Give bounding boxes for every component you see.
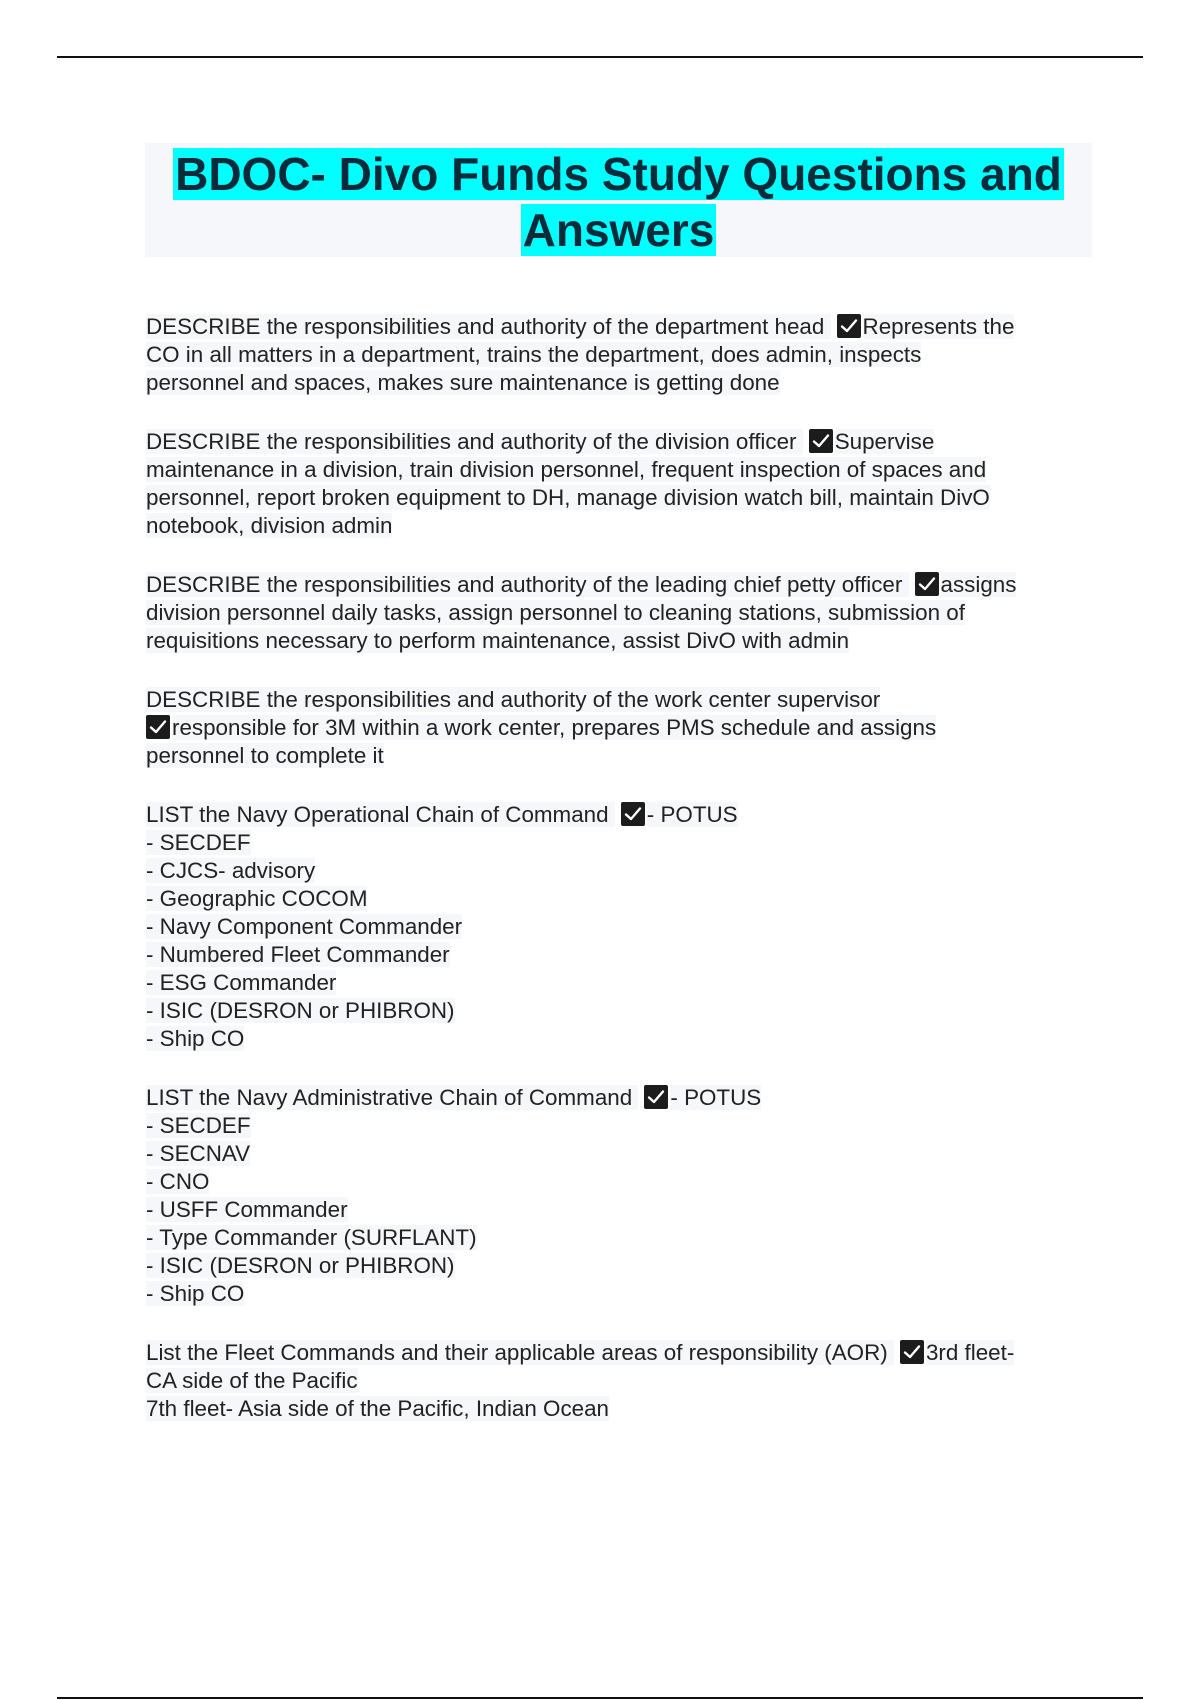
qa-line xyxy=(146,512,1086,540)
answer-text: assigns xyxy=(940,572,1017,597)
title-line-1: BDOC- Divo Funds Study Questions and xyxy=(175,148,1062,200)
answer-text: responsible for 3M within a work center, prepares PMS schedule and assigns xyxy=(172,715,937,740)
answer-text: 7th fleet- Asia side of the Pacific, Indian Ocean xyxy=(146,1396,610,1421)
answer-text: - ISIC (DESRON or PHIBRON) xyxy=(146,998,455,1023)
answer-text: maintenance in a division, train division personnel, frequent inspection of spaces and xyxy=(146,457,987,482)
answer-text: - SECDEF xyxy=(146,1113,251,1138)
qa-line xyxy=(146,1224,1086,1252)
qa-line xyxy=(146,969,1086,997)
question-text: DESCRIBE the responsibilities and authority of the division officer xyxy=(146,429,803,454)
answer-text: 3rd fleet- xyxy=(925,1340,1015,1365)
answer-text: - POTUS xyxy=(646,802,738,827)
qa-line xyxy=(146,1196,1086,1224)
answer-text: personnel and spaces, makes sure maintenance is getting done xyxy=(146,370,780,395)
answer-text: - CNO xyxy=(146,1169,210,1194)
answer-text: - Ship CO xyxy=(146,1281,245,1306)
bottom-rule xyxy=(57,1697,1143,1699)
answer-text: - USFF Commander xyxy=(146,1197,348,1222)
check-mark-icon xyxy=(146,715,170,739)
qa-line xyxy=(146,1084,1086,1112)
qa-item xyxy=(146,571,1086,655)
qa-line xyxy=(146,1112,1086,1140)
qa-line xyxy=(146,714,1086,742)
check-mark-icon xyxy=(900,1340,924,1364)
check-mark-icon xyxy=(621,802,645,826)
qa-line xyxy=(146,484,1086,512)
question-text: List the Fleet Commands and their applicable areas of responsibility (AOR) xyxy=(146,1340,894,1365)
qa-line xyxy=(146,456,1086,484)
answer-text: personnel, report broken equipment to DH, manage division watch bill, maintain DivO xyxy=(146,485,990,510)
question-text: DESCRIBE the responsibilities and authority of the leading chief petty officer xyxy=(146,572,909,597)
answer-text: division personnel daily tasks, assign personnel to cleaning stations, submission of xyxy=(146,600,965,625)
answer-text: CA side of the Pacific xyxy=(146,1368,358,1393)
qa-line xyxy=(146,341,1086,369)
answer-text: Supervise xyxy=(834,429,935,454)
qa-line xyxy=(146,627,1086,655)
qa-line xyxy=(146,857,1086,885)
qa-line xyxy=(146,913,1086,941)
question-text: LIST the Navy Operational Chain of Command xyxy=(146,802,615,827)
qa-line xyxy=(146,313,1086,341)
answer-text: - Geographic COCOM xyxy=(146,886,368,911)
qa-line xyxy=(146,1025,1086,1053)
qa-line xyxy=(146,1168,1086,1196)
qa-line xyxy=(146,599,1086,627)
qa-line xyxy=(146,1280,1086,1308)
check-mark-icon xyxy=(837,314,861,338)
qa-item xyxy=(146,686,1086,770)
qa-list xyxy=(146,313,1086,1454)
answer-text: notebook, division admin xyxy=(146,513,393,538)
check-mark-icon xyxy=(644,1085,668,1109)
answer-text: personnel to complete it xyxy=(146,743,384,768)
answer-text: - SECNAV xyxy=(146,1141,251,1166)
qa-line xyxy=(146,1395,1086,1423)
qa-line xyxy=(146,369,1086,397)
top-rule xyxy=(57,56,1143,58)
question-text: DESCRIBE the responsibilities and authority of the work center supervisor xyxy=(146,687,881,712)
qa-line xyxy=(146,1140,1086,1168)
qa-line xyxy=(146,1339,1086,1367)
question-text: DESCRIBE the responsibilities and authority of the department head xyxy=(146,314,831,339)
answer-text: - ISIC (DESRON or PHIBRON) xyxy=(146,1253,455,1278)
qa-line xyxy=(146,997,1086,1025)
qa-line xyxy=(146,686,1086,714)
qa-line xyxy=(146,801,1086,829)
answer-text: - Ship CO xyxy=(146,1026,245,1051)
qa-line xyxy=(146,941,1086,969)
qa-line xyxy=(146,885,1086,913)
qa-item xyxy=(146,1339,1086,1423)
qa-line xyxy=(146,428,1086,456)
answer-text: requisitions necessary to perform maintenance, assist DivO with admin xyxy=(146,628,850,653)
qa-item xyxy=(146,428,1086,540)
answer-text: - Navy Component Commander xyxy=(146,914,463,939)
answer-text: - Numbered Fleet Commander xyxy=(146,942,450,967)
qa-item xyxy=(146,801,1086,1053)
qa-item xyxy=(146,313,1086,397)
qa-line xyxy=(146,829,1086,857)
qa-line xyxy=(146,742,1086,770)
answer-text: Represents the xyxy=(862,314,1015,339)
qa-line xyxy=(146,571,1086,599)
check-mark-icon xyxy=(915,572,939,596)
question-text: LIST the Navy Administrative Chain of Command xyxy=(146,1085,639,1110)
qa-line xyxy=(146,1252,1086,1280)
title-line-2: Answers xyxy=(522,204,715,256)
answer-text: - SECDEF xyxy=(146,830,251,855)
check-mark-icon xyxy=(809,429,833,453)
answer-text: - CJCS- advisory xyxy=(146,858,316,883)
title-block xyxy=(145,143,1092,257)
document-title xyxy=(145,143,1092,258)
answer-text: - Type Commander (SURFLANT) xyxy=(146,1225,477,1250)
answer-text: - ESG Commander xyxy=(146,970,337,995)
answer-text: CO in all matters in a department, trains the department, does admin, inspects xyxy=(146,342,922,367)
qa-item xyxy=(146,1084,1086,1308)
answer-text: - POTUS xyxy=(670,1085,762,1110)
qa-line xyxy=(146,1367,1086,1395)
